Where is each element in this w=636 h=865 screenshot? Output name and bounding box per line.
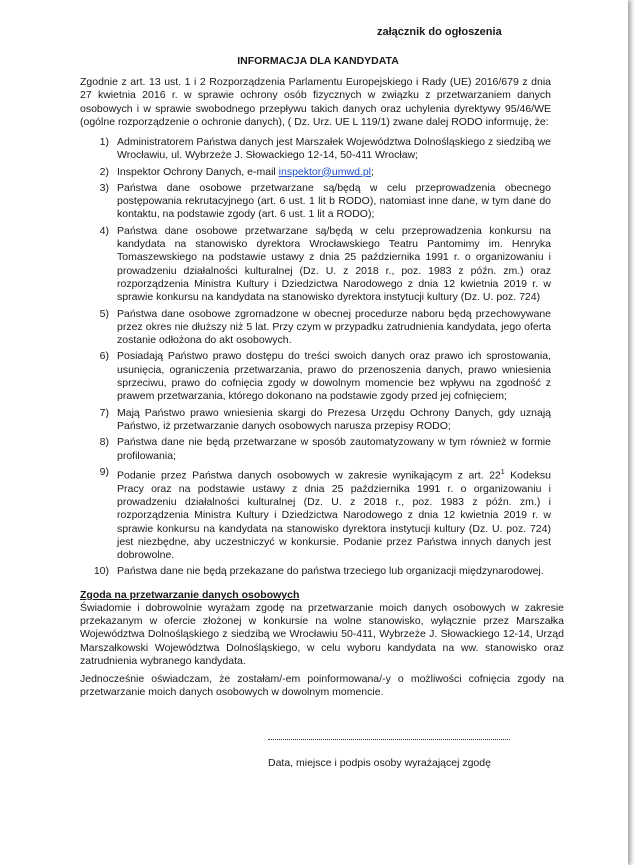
item-text-after: ;: [371, 165, 374, 178]
signature-line: [268, 733, 510, 740]
intro-paragraph: Zgodnie z art. 13 ust. 1 i 2 Rozporządzenia Parlamentu Europejskiego i Rady (UE) 2016/679 z dnia 27 kwietnia 2016 r. w sprawie ochrony osób fizycznych w związku z przetwarzaniem danych osobowych i w sprawie swobodnego przepływu takich danych oraz uchylenia dyrektywy 95/46/WE (ogólne rozporządzenie o ochronie danych), ( Dz. Urz. UE L 119/1) zwane dalej RODO informuję, że:: [80, 76, 551, 128]
item-number: 6): [99, 350, 109, 363]
item-number: 2): [99, 165, 109, 178]
item-number: 8): [99, 436, 109, 449]
item-number: 10): [93, 565, 109, 578]
item-number: 4): [99, 224, 109, 237]
item-text: Mają Państwo prawo wniesienia skargi do Prezesa Urzędu Ochrony Danych, gdy uznają Państwo, iż przetwarzanie danych osobowych narusza przepisy RODO;: [117, 406, 551, 432]
item-number: 7): [99, 406, 109, 419]
item-text: Państwa dane osobowe zgromadzone w obecnej procedurze naboru będą przechowywane przez okres nie dłuższy niż 5 lat. Przy czym w przypadku zatrudnienia kandydata, jego oferta zostanie odłożona do akt osobowych.: [117, 307, 551, 347]
item-text: Państwa dane nie będą przetwarzane w sposób zautomatyzowany w tym również w formie profilowania;: [117, 436, 551, 462]
list-item: [80, 308, 551, 348]
list-item: [80, 225, 551, 305]
document-title: INFORMACJA DLA KANDYDATA: [237, 55, 399, 67]
item-text: Administratorem Państwa danych jest Marszałek Województwa Dolnośląskiego z siedzibą we Wrocławiu, ul. Wybrzeże J. Słowackiego 12-14, 50-411 Wrocław;: [117, 136, 551, 162]
item-text: Państwa dane osobowe przetwarzane są/będą w celu przeprowadzenia obecnego postępowania rekrutacyjnego (art. 6 ust. 1 lit b RODO), natomiast inne dane, w tym dane do kontaktu, na podstawie zgody (art. 6 ust. 1 lit a RODO);: [117, 181, 551, 221]
signature-label: Data, miejsce i podpis osoby wyrażającej zgodę: [268, 757, 491, 769]
item-text-after: Kodeksu Pracy oraz na podstawie ustawy z dnia 25 października 1991 r. o organizowaniu i prowadzeniu działalności kulturalnej (Dz. U. z 2018 r., poz. 1983 z późn. zm.) i rozporządzenia Ministra Kultury i Dziedzictwa Narodowego z dnia 12 kwietnia 2019 r. w sprawie konkursu na kandydata na stanowisko dyrektora instytucji kultury (Dz. U. poz. 724) jest niezbędne, aby uczestniczyć w konkursie. Podanie przez Państwa innych danych jest dobrowolne.: [117, 469, 551, 562]
list-item: [80, 136, 551, 163]
item-number: 1): [99, 136, 109, 148]
consent-statement: Jednocześnie oświadczam, że zostałam/-em poinformowana/-y o możliwości cofnięcia zgody na przetwarzanie moich danych osobowych w dowolnym momencie.: [80, 673, 564, 699]
item-text-before: Podanie przez Państwa danych osobowych w zakresie wynikającym z art. 22: [117, 469, 501, 482]
item-text: [117, 466, 551, 563]
list-item: [80, 182, 551, 222]
item-number: 3): [99, 181, 109, 194]
item-number: 9): [99, 465, 109, 478]
list-item: [80, 407, 551, 434]
item-text: Państwa dane nie będą przekazane do państwa trzeciego lub organizacji międzynarodowej.: [117, 565, 544, 578]
attachment-label: załącznik do ogłoszenia: [377, 26, 502, 38]
list-item: [80, 565, 551, 578]
consent-heading: Zgoda na przetwarzanie danych osobowych: [80, 589, 300, 601]
item-text: [117, 166, 551, 179]
item-text: Państwa dane osobowe przetwarzane są/będą w celu przeprowadzenia konkursu na kandydata na stanowisko dyrektora Wrocławskiego Teatru Pantomimy im. Henryka Tomaszewskiego na podstawie ustawy z dnia 25 października 1991 r. o organizowaniu i prowadzeniu działalności kulturalnej (Dz. U. z 2018 r., poz. 1983 z późn. zm.) oraz rozporządzenia Ministra Kultury i Dziedzictwa Narodowego z dnia 12 kwietnia 2019 r. w sprawie konkursu na kandydata na stanowisko dyrektora instytucji kultury (Dz. U. poz. 724): [117, 224, 551, 304]
item-text-before: Inspektor Ochrony Danych, e-mail: [117, 165, 279, 178]
list-item: [80, 436, 551, 463]
item-text: Posiadają Państwo prawo dostępu do treści swoich danych oraz prawo ich sprostowania, usunięcia, ograniczenia przetwarzania, prawo do przenoszenia danych, prawo wniesienia sprzeciwu, prawo do cofnięcia zgody w dowolnym momencie bez wpływu na zgodność z prawem przetwarzania, którego dokonano na podstawie zgody przed jej cofnięciem;: [117, 350, 551, 403]
email-link[interactable]: inspektor@umwd.pl: [278, 165, 372, 178]
information-list: [80, 136, 551, 582]
list-item: [80, 466, 551, 563]
item-number: 5): [99, 307, 109, 320]
list-item: [80, 166, 551, 179]
superscript: 1: [500, 468, 505, 476]
list-item: [80, 350, 551, 403]
consent-paragraph: Świadomie i dobrowolnie wyrażam zgodę na przetwarzanie moich danych osobowych w zakresie przekazanym w ofercie złożonej w konkursie na wolne stanowisko, wyłącznie przez Marszałka Województwa Dolnośląskiego z siedzibą we Wrocławiu 50-411, Wybrzeże J. Słowackiego 12-14, Urząd Marszałkowski Województwa Dolnośląskiego, w celu wyboru kandydata na ww. stanowisko oraz zatrudnienia wybranego kandydata.: [80, 602, 564, 667]
